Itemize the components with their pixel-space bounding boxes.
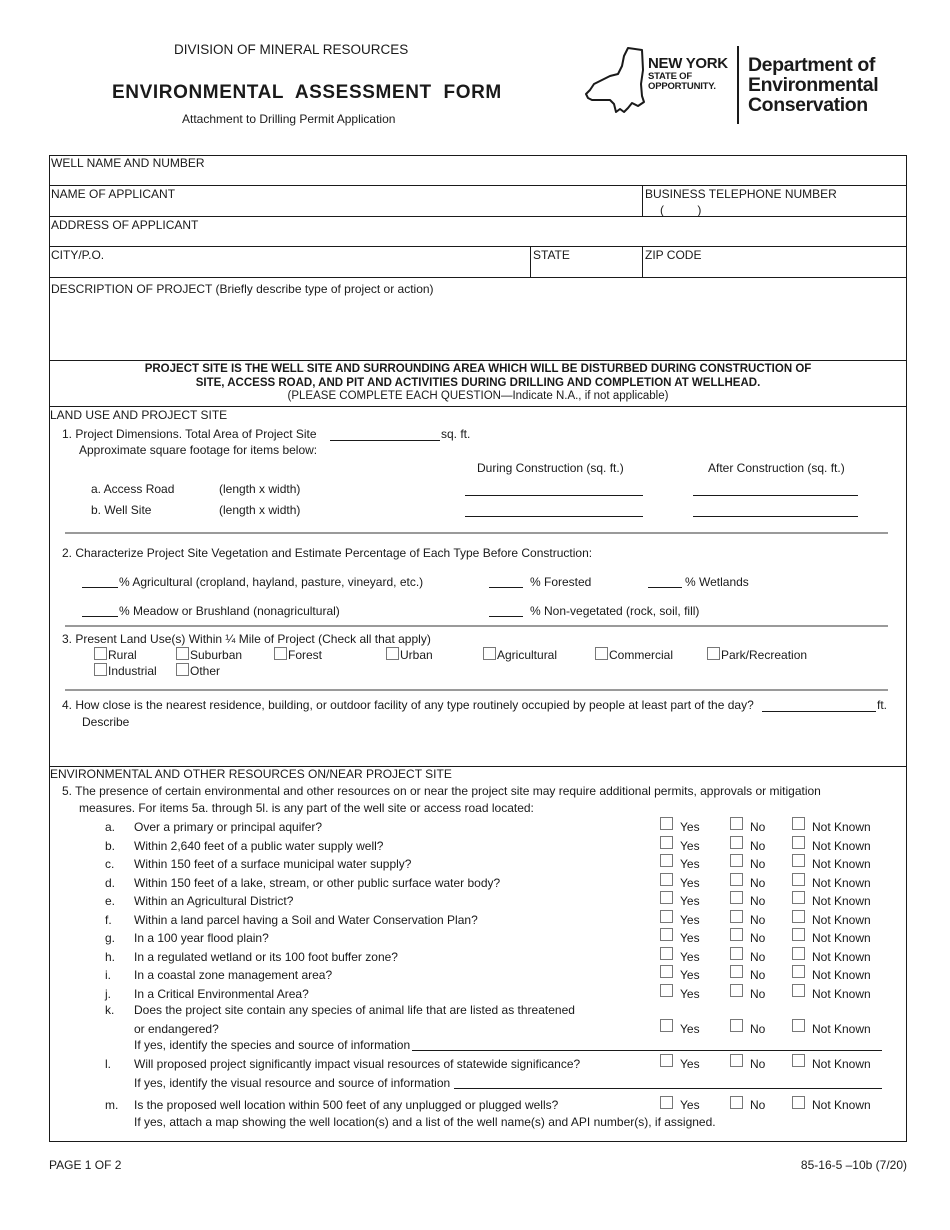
item-m-not-known-label: Not Known (812, 1098, 871, 1112)
env-item-yes-checkbox[interactable] (660, 928, 673, 941)
access-road-after-blank[interactable] (693, 495, 858, 496)
env-item-letter: f. (105, 913, 112, 927)
item-l-no-checkbox[interactable] (730, 1054, 743, 1067)
section-separator (65, 532, 888, 534)
item-k-yes-checkbox[interactable] (660, 1019, 673, 1032)
q1-project-dimensions: 1. Project Dimensions. Total Area of Project Site (62, 427, 317, 441)
env-item-yes-checkbox[interactable] (660, 947, 673, 960)
env-item-not-known-checkbox[interactable] (792, 891, 805, 904)
applicant-name-label: NAME OF APPLICANT (51, 187, 176, 201)
env-item-not-known-label: Not Known (812, 894, 871, 908)
form-number: 85-16-5 –10b (7/20) (800, 1158, 907, 1172)
env-item-not-known-checkbox[interactable] (792, 910, 805, 923)
env-item-yes-label: Yes (680, 968, 700, 982)
env-item-letter: i. (105, 968, 111, 982)
env-item-no-checkbox[interactable] (730, 873, 743, 886)
env-item-yes-label: Yes (680, 857, 700, 871)
logo-dept-line-1: Department of (748, 54, 875, 76)
row-divider (49, 360, 907, 361)
env-item-letter: h. (105, 950, 116, 964)
env-item-text: Within a land parcel having a Soil and Water Conservation Plan? (134, 913, 478, 927)
env-item-yes-label: Yes (680, 820, 700, 834)
env-item-not-known-label: Not Known (812, 876, 871, 890)
item-k-no-label: No (750, 1022, 766, 1036)
item-m-letter: m. (105, 1098, 119, 1112)
env-item-yes-label: Yes (680, 876, 700, 890)
env-item-not-known-checkbox[interactable] (792, 836, 805, 849)
item-l-yes-checkbox[interactable] (660, 1054, 673, 1067)
env-item-not-known-checkbox[interactable] (792, 854, 805, 867)
row-divider (49, 406, 907, 407)
env-item-not-known-label: Not Known (812, 987, 871, 1001)
env-item-no-checkbox[interactable] (730, 984, 743, 997)
item-m-yes-checkbox[interactable] (660, 1096, 673, 1109)
commercial-label: Commercial (609, 648, 674, 662)
env-item-text: In a coastal zone management area? (134, 968, 333, 982)
q1-unit: sq. ft. (441, 427, 471, 441)
env-item-not-known-checkbox[interactable] (792, 984, 805, 997)
park-recreation-checkbox[interactable] (707, 647, 720, 660)
env-item-text: Within an Agricultural District? (134, 894, 294, 908)
meadow-pct-label: % Meadow or Brushland (nonagricultural) (119, 604, 340, 618)
notice-instruction: (PLEASE COMPLETE EACH QUESTION—Indicate N.A., if not applicable) (287, 390, 669, 402)
q1-subtext: Approximate square footage for items below: (79, 443, 318, 457)
col-during-construction: During Construction (sq. ft.) (477, 461, 624, 475)
logo-tagline-line-2: OPPORTUNITY. (648, 81, 716, 92)
species-info-blank[interactable] (412, 1050, 882, 1051)
env-item-no-checkbox[interactable] (730, 947, 743, 960)
forest-label: Forest (288, 648, 323, 662)
access-road-during-blank[interactable] (465, 495, 643, 496)
row-divider (49, 185, 907, 186)
env-item-no-label: No (750, 931, 766, 945)
env-item-yes-label: Yes (680, 950, 700, 964)
logo-divider (737, 46, 739, 124)
item-l-yes-label: Yes (680, 1057, 700, 1071)
env-item-text: Within 150 feet of a surface municipal water supply? (134, 857, 412, 871)
env-item-not-known-checkbox[interactable] (792, 928, 805, 941)
q3-land-use: 3. Present Land Use(s) Within ¼ Mile of Project (Check all that apply) (62, 632, 431, 646)
item-m-no-checkbox[interactable] (730, 1096, 743, 1109)
well-site-after-blank[interactable] (693, 516, 858, 517)
q5-intro-line-1: 5. The presence of certain environmental and other resources on or near the project site may require additional permits, approvals or mitigation (62, 784, 821, 798)
item-l-text: Will proposed project significantly impact visual resources of statewide significance? (134, 1057, 581, 1071)
item-k-no-checkbox[interactable] (730, 1019, 743, 1032)
project-site-notice (50, 363, 906, 390)
row-divider (49, 216, 907, 217)
industrial-checkbox[interactable] (94, 663, 107, 676)
wetlands-pct-blank[interactable] (648, 587, 682, 588)
business-phone-label: BUSINESS TELEPHONE NUMBER (645, 187, 837, 201)
nys-dec-logo (584, 44, 884, 126)
well-site-during-blank[interactable] (465, 516, 643, 517)
env-item-no-checkbox[interactable] (730, 854, 743, 867)
env-item-letter: a. (105, 820, 116, 834)
env-item-yes-label: Yes (680, 839, 700, 853)
column-divider (642, 186, 643, 216)
env-item-yes-checkbox[interactable] (660, 984, 673, 997)
env-item-not-known-checkbox[interactable] (792, 947, 805, 960)
env-item-letter: e. (105, 894, 116, 908)
env-item-letter: j. (105, 987, 111, 1001)
env-item-no-checkbox[interactable] (730, 836, 743, 849)
urban-label: Urban (400, 648, 433, 662)
env-item-not-known-label: Not Known (812, 931, 871, 945)
env-item-yes-checkbox[interactable] (660, 854, 673, 867)
q4-describe-label: Describe (82, 715, 130, 729)
env-item-no-checkbox[interactable] (730, 965, 743, 978)
suburban-label: Suburban (190, 648, 243, 662)
env-item-no-checkbox[interactable] (730, 928, 743, 941)
commercial-checkbox[interactable] (595, 647, 608, 660)
forested-pct-label: % Forested (530, 575, 592, 589)
env-item-yes-checkbox[interactable] (660, 891, 673, 904)
other-checkbox[interactable] (176, 663, 189, 676)
col-after-construction: After Construction (sq. ft.) (708, 461, 845, 475)
env-item-yes-label: Yes (680, 894, 700, 908)
env-item-not-known-checkbox[interactable] (792, 817, 805, 830)
agricultural-pct-blank[interactable] (82, 587, 118, 588)
section-separator (65, 625, 888, 627)
env-resources-heading: ENVIRONMENTAL AND OTHER RESOURCES ON/NEAR PROJECT SITE (50, 767, 452, 781)
env-item-no-label: No (750, 987, 766, 1001)
urban-checkbox[interactable] (386, 647, 399, 660)
meadow-pct-blank[interactable] (82, 616, 118, 617)
page-number: PAGE 1 OF 2 (49, 1158, 122, 1172)
env-item-not-known-label: Not Known (812, 950, 871, 964)
notice-line-1: PROJECT SITE IS THE WELL SITE AND SURROUNDING AREA WHICH WILL BE DISTURBED DURING CONSTRUCTION OF (144, 363, 812, 375)
item-k-followup: If yes, identify the species and source of information (134, 1038, 411, 1052)
env-item-yes-checkbox[interactable] (660, 836, 673, 849)
env-item-no-label: No (750, 968, 766, 982)
item-l-not-known-label: Not Known (812, 1057, 871, 1071)
item-m-yes-label: Yes (680, 1098, 700, 1112)
item-k-not-known-label: Not Known (812, 1022, 871, 1036)
env-item-not-known-checkbox[interactable] (792, 873, 805, 886)
env-item-letter: d. (105, 876, 116, 890)
form-subtitle: Attachment to Drilling Permit Application (182, 112, 396, 126)
env-item-letter: c. (105, 857, 115, 871)
agricultural-label: Agricultural (497, 648, 558, 662)
new-york-state-outline-icon (584, 46, 646, 116)
env-item-letter: b. (105, 839, 116, 853)
env-item-no-label: No (750, 894, 766, 908)
env-item-no-label: No (750, 913, 766, 927)
env-item-no-label: No (750, 950, 766, 964)
row-divider (49, 246, 907, 247)
forest-checkbox[interactable] (274, 647, 287, 660)
item-l-followup: If yes, identify the visual resource and source of information (134, 1076, 451, 1090)
env-item-not-known-checkbox[interactable] (792, 965, 805, 978)
env-item-text: Within 2,640 feet of a public water supply well? (134, 839, 384, 853)
well-site-note: (length x width) (219, 503, 301, 517)
rural-checkbox[interactable] (94, 647, 107, 660)
env-item-no-checkbox[interactable] (730, 910, 743, 923)
notice-line-2: SITE, ACCESS ROAD, AND PIT AND ACTIVITIES DURING DRILLING AND COMPLETION AT WELLHEAD. (195, 376, 761, 389)
q2-vegetation: 2. Characterize Project Site Vegetation and Estimate Percentage of Each Type Before Construction: (62, 546, 593, 560)
logo-state-tagline (648, 72, 716, 92)
logo-tagline-line-1: STATE OF (648, 71, 692, 82)
column-divider (530, 247, 531, 277)
logo-dept-line-2: Environmental (748, 74, 879, 96)
well-site-label: b. Well Site (91, 503, 152, 517)
env-item-yes-checkbox[interactable] (660, 817, 673, 830)
wetlands-pct-label: % Wetlands (685, 575, 749, 589)
logo-department-name (748, 55, 878, 115)
env-item-text: In a Critical Environmental Area? (134, 987, 309, 1001)
env-item-not-known-label: Not Known (812, 839, 871, 853)
item-k-not-known-checkbox[interactable] (792, 1019, 805, 1032)
item-m-followup: If yes, attach a map showing the well location(s) and a list of the well name(s) and API number(s), if assigned. (134, 1115, 716, 1129)
city-label: CITY/P.O. (51, 248, 105, 262)
park-recreation-label: Park/Recreation (721, 648, 808, 662)
state-label: STATE (533, 248, 570, 262)
forested-pct-blank[interactable] (489, 587, 523, 588)
item-l-no-label: No (750, 1057, 766, 1071)
env-item-text: Over a primary or principal aquifer? (134, 820, 323, 834)
agricultural-pct-label: % Agricultural (cropland, hayland, pasture, vineyard, etc.) (119, 575, 424, 589)
env-item-not-known-label: Not Known (812, 913, 871, 927)
nonveg-pct-blank[interactable] (489, 616, 523, 617)
suburban-checkbox[interactable] (176, 647, 189, 660)
item-l-not-known-checkbox[interactable] (792, 1054, 805, 1067)
rural-label: Rural (108, 648, 137, 662)
nonveg-pct-label: % Non-vegetated (rock, soil, fill) (530, 604, 700, 618)
env-item-text: In a 100 year flood plain? (134, 931, 269, 945)
env-item-yes-checkbox[interactable] (660, 910, 673, 923)
form-title: ENVIRONMENTAL ASSESSMENT FORM (112, 82, 502, 103)
access-road-note: (length x width) (219, 482, 301, 496)
item-k-yes-label: Yes (680, 1022, 700, 1036)
env-item-no-label: No (750, 839, 766, 853)
env-item-no-checkbox[interactable] (730, 891, 743, 904)
item-k-text-line-2: or endangered? (134, 1022, 219, 1036)
env-item-yes-label: Yes (680, 931, 700, 945)
row-divider (49, 277, 907, 278)
item-k-text-line-1: Does the project site contain any species of animal life that are listed as threatened (134, 1003, 575, 1017)
well-name-label: WELL NAME AND NUMBER (51, 156, 205, 170)
q4-nearest-residence: 4. How close is the nearest residence, building, or outdoor facility of any type routinely occupied by people at least part of the day? (62, 698, 754, 712)
column-divider (642, 247, 643, 277)
env-item-no-label: No (750, 876, 766, 890)
applicant-address-label: ADDRESS OF APPLICANT (51, 218, 199, 232)
logo-state-name: NEW YORK (648, 55, 728, 72)
env-item-yes-label: Yes (680, 913, 700, 927)
land-use-heading: LAND USE AND PROJECT SITE (50, 408, 228, 422)
env-item-no-label: No (750, 857, 766, 871)
item-k-letter: k. (105, 1003, 115, 1017)
q5-intro-line-2: measures. For items 5a. through 5l. is any part of the well site or access road located: (79, 801, 534, 815)
env-item-no-label: No (750, 820, 766, 834)
other-label: Other (190, 664, 221, 678)
zip-code-label: ZIP CODE (645, 248, 702, 262)
item-l-letter: l. (105, 1057, 111, 1071)
section-separator (65, 689, 888, 691)
total-area-blank[interactable] (330, 440, 440, 441)
env-item-text: In a regulated wetland or its 100 foot buffer zone? (134, 950, 398, 964)
project-description-label: DESCRIPTION OF PROJECT (Briefly describe type of project or action) (51, 282, 434, 296)
env-item-not-known-label: Not Known (812, 968, 871, 982)
env-item-text: Within 150 feet of a lake, stream, or other public surface water body? (134, 876, 501, 890)
env-item-not-known-label: Not Known (812, 857, 871, 871)
item-m-not-known-checkbox[interactable] (792, 1096, 805, 1109)
q4-unit: ft. (877, 698, 888, 712)
phone-area-code-parens: ( ) (660, 203, 702, 217)
access-road-label: a. Access Road (91, 482, 175, 496)
env-item-yes-checkbox[interactable] (660, 965, 673, 978)
industrial-label: Industrial (108, 664, 157, 678)
item-m-no-label: No (750, 1098, 766, 1112)
division-name: DIVISION OF MINERAL RESOURCES (174, 42, 409, 57)
distance-blank[interactable] (762, 711, 876, 712)
visual-resource-blank[interactable] (454, 1088, 882, 1089)
env-item-not-known-label: Not Known (812, 820, 871, 834)
logo-dept-line-3: Conservation (748, 94, 868, 116)
item-m-text: Is the proposed well location within 500 feet of any unplugged or plugged wells? (134, 1098, 559, 1112)
env-item-letter: g. (105, 931, 116, 945)
agricultural-checkbox[interactable] (483, 647, 496, 660)
env-item-yes-label: Yes (680, 987, 700, 1001)
env-item-no-checkbox[interactable] (730, 817, 743, 830)
env-item-yes-checkbox[interactable] (660, 873, 673, 886)
